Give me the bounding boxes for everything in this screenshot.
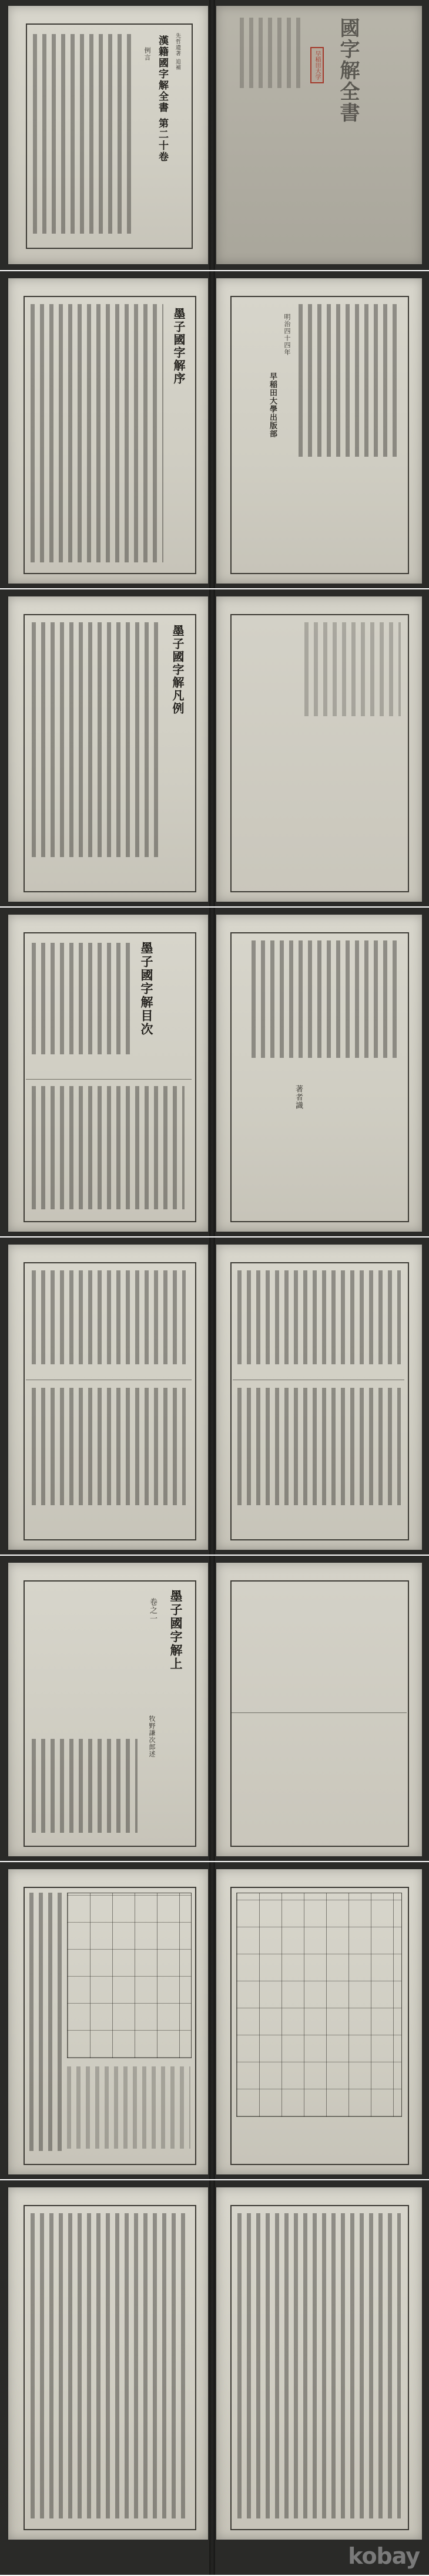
book-one-title: 墨子國字解上 — [169, 1590, 183, 1671]
contents-list-bottom — [32, 1086, 185, 1209]
table-notes — [29, 1893, 62, 2151]
photo-2 — [0, 271, 429, 589]
right-page — [216, 596, 422, 902]
left-page — [8, 596, 208, 902]
right-page — [216, 1869, 422, 2174]
right-page — [216, 915, 422, 1232]
left-page — [8, 6, 208, 264]
notes-title: 墨子國字解凡例 — [170, 625, 185, 715]
right-page — [216, 278, 422, 584]
contents-list-bottom — [237, 1388, 401, 1505]
right-page — [216, 1245, 422, 1550]
contents-list-top — [32, 1270, 186, 1364]
cover-title: 國字解全書 — [336, 18, 360, 123]
book-gutter — [209, 271, 215, 588]
preface-title: 墨子國字解序 — [172, 308, 186, 385]
left-page — [8, 278, 208, 584]
left-page — [8, 915, 208, 1232]
preface-text-end — [299, 304, 400, 457]
contents-list-top — [237, 1270, 401, 1364]
right-page — [216, 1563, 422, 1856]
photo-8 — [0, 2180, 429, 2576]
footnote-text — [67, 2066, 190, 2149]
left-page — [8, 2187, 208, 2540]
opening-text — [32, 1739, 138, 1833]
right-page — [216, 6, 422, 264]
body-text — [33, 34, 133, 234]
book-gutter — [209, 1556, 215, 1861]
publisher-name: 早稲田大學出版部 — [268, 372, 277, 438]
cover-text — [240, 18, 304, 88]
chapter-heading: 卷之一 — [148, 1598, 157, 1623]
contents-list-bottom — [32, 1388, 186, 1505]
section-rule — [26, 1079, 192, 1080]
notes-text-continued — [304, 622, 401, 716]
left-page — [8, 1563, 208, 1856]
left-page — [8, 1869, 208, 2174]
preface-text — [31, 304, 163, 562]
commentary-text — [31, 2213, 187, 2518]
photo-1 — [0, 0, 429, 271]
left-page — [8, 1245, 208, 1550]
book-gutter — [209, 589, 215, 906]
character-table — [236, 1893, 402, 2117]
photo-6 — [0, 1556, 429, 1862]
notes-text-end — [252, 940, 398, 1058]
book-gutter — [209, 1238, 215, 1555]
photo-5 — [0, 1238, 429, 1556]
book-gutter — [209, 1862, 215, 2179]
contents-title: 墨子國字解目次 — [139, 942, 154, 1036]
book-gutter — [209, 0, 215, 270]
center-rule — [230, 1712, 407, 1713]
notes-text — [32, 622, 161, 857]
author-signature: 著者識 — [294, 1085, 303, 1110]
photo-3 — [0, 589, 429, 908]
volume-title: 漢籍國字解全書 第二十卷 — [156, 35, 168, 163]
book-gutter — [209, 2180, 215, 2575]
library-seal: 早稲田大学 — [310, 47, 324, 83]
preface-heading: 例言 — [143, 47, 151, 61]
photo-4 — [0, 908, 429, 1238]
series-note: 先哲遺著 追補 — [175, 33, 180, 70]
contents-list-top — [32, 943, 132, 1054]
author-line: 牧野謙次郎述 — [148, 1715, 156, 1758]
date-line: 明治四十四年 — [283, 313, 291, 356]
kobay-watermark: kobay — [348, 2543, 420, 2569]
character-table — [67, 1893, 192, 2058]
commentary-text — [237, 2213, 401, 2518]
page-frame — [230, 1580, 409, 1847]
book-gutter — [209, 908, 215, 1236]
right-page — [216, 2187, 422, 2540]
photo-7 — [0, 1862, 429, 2180]
